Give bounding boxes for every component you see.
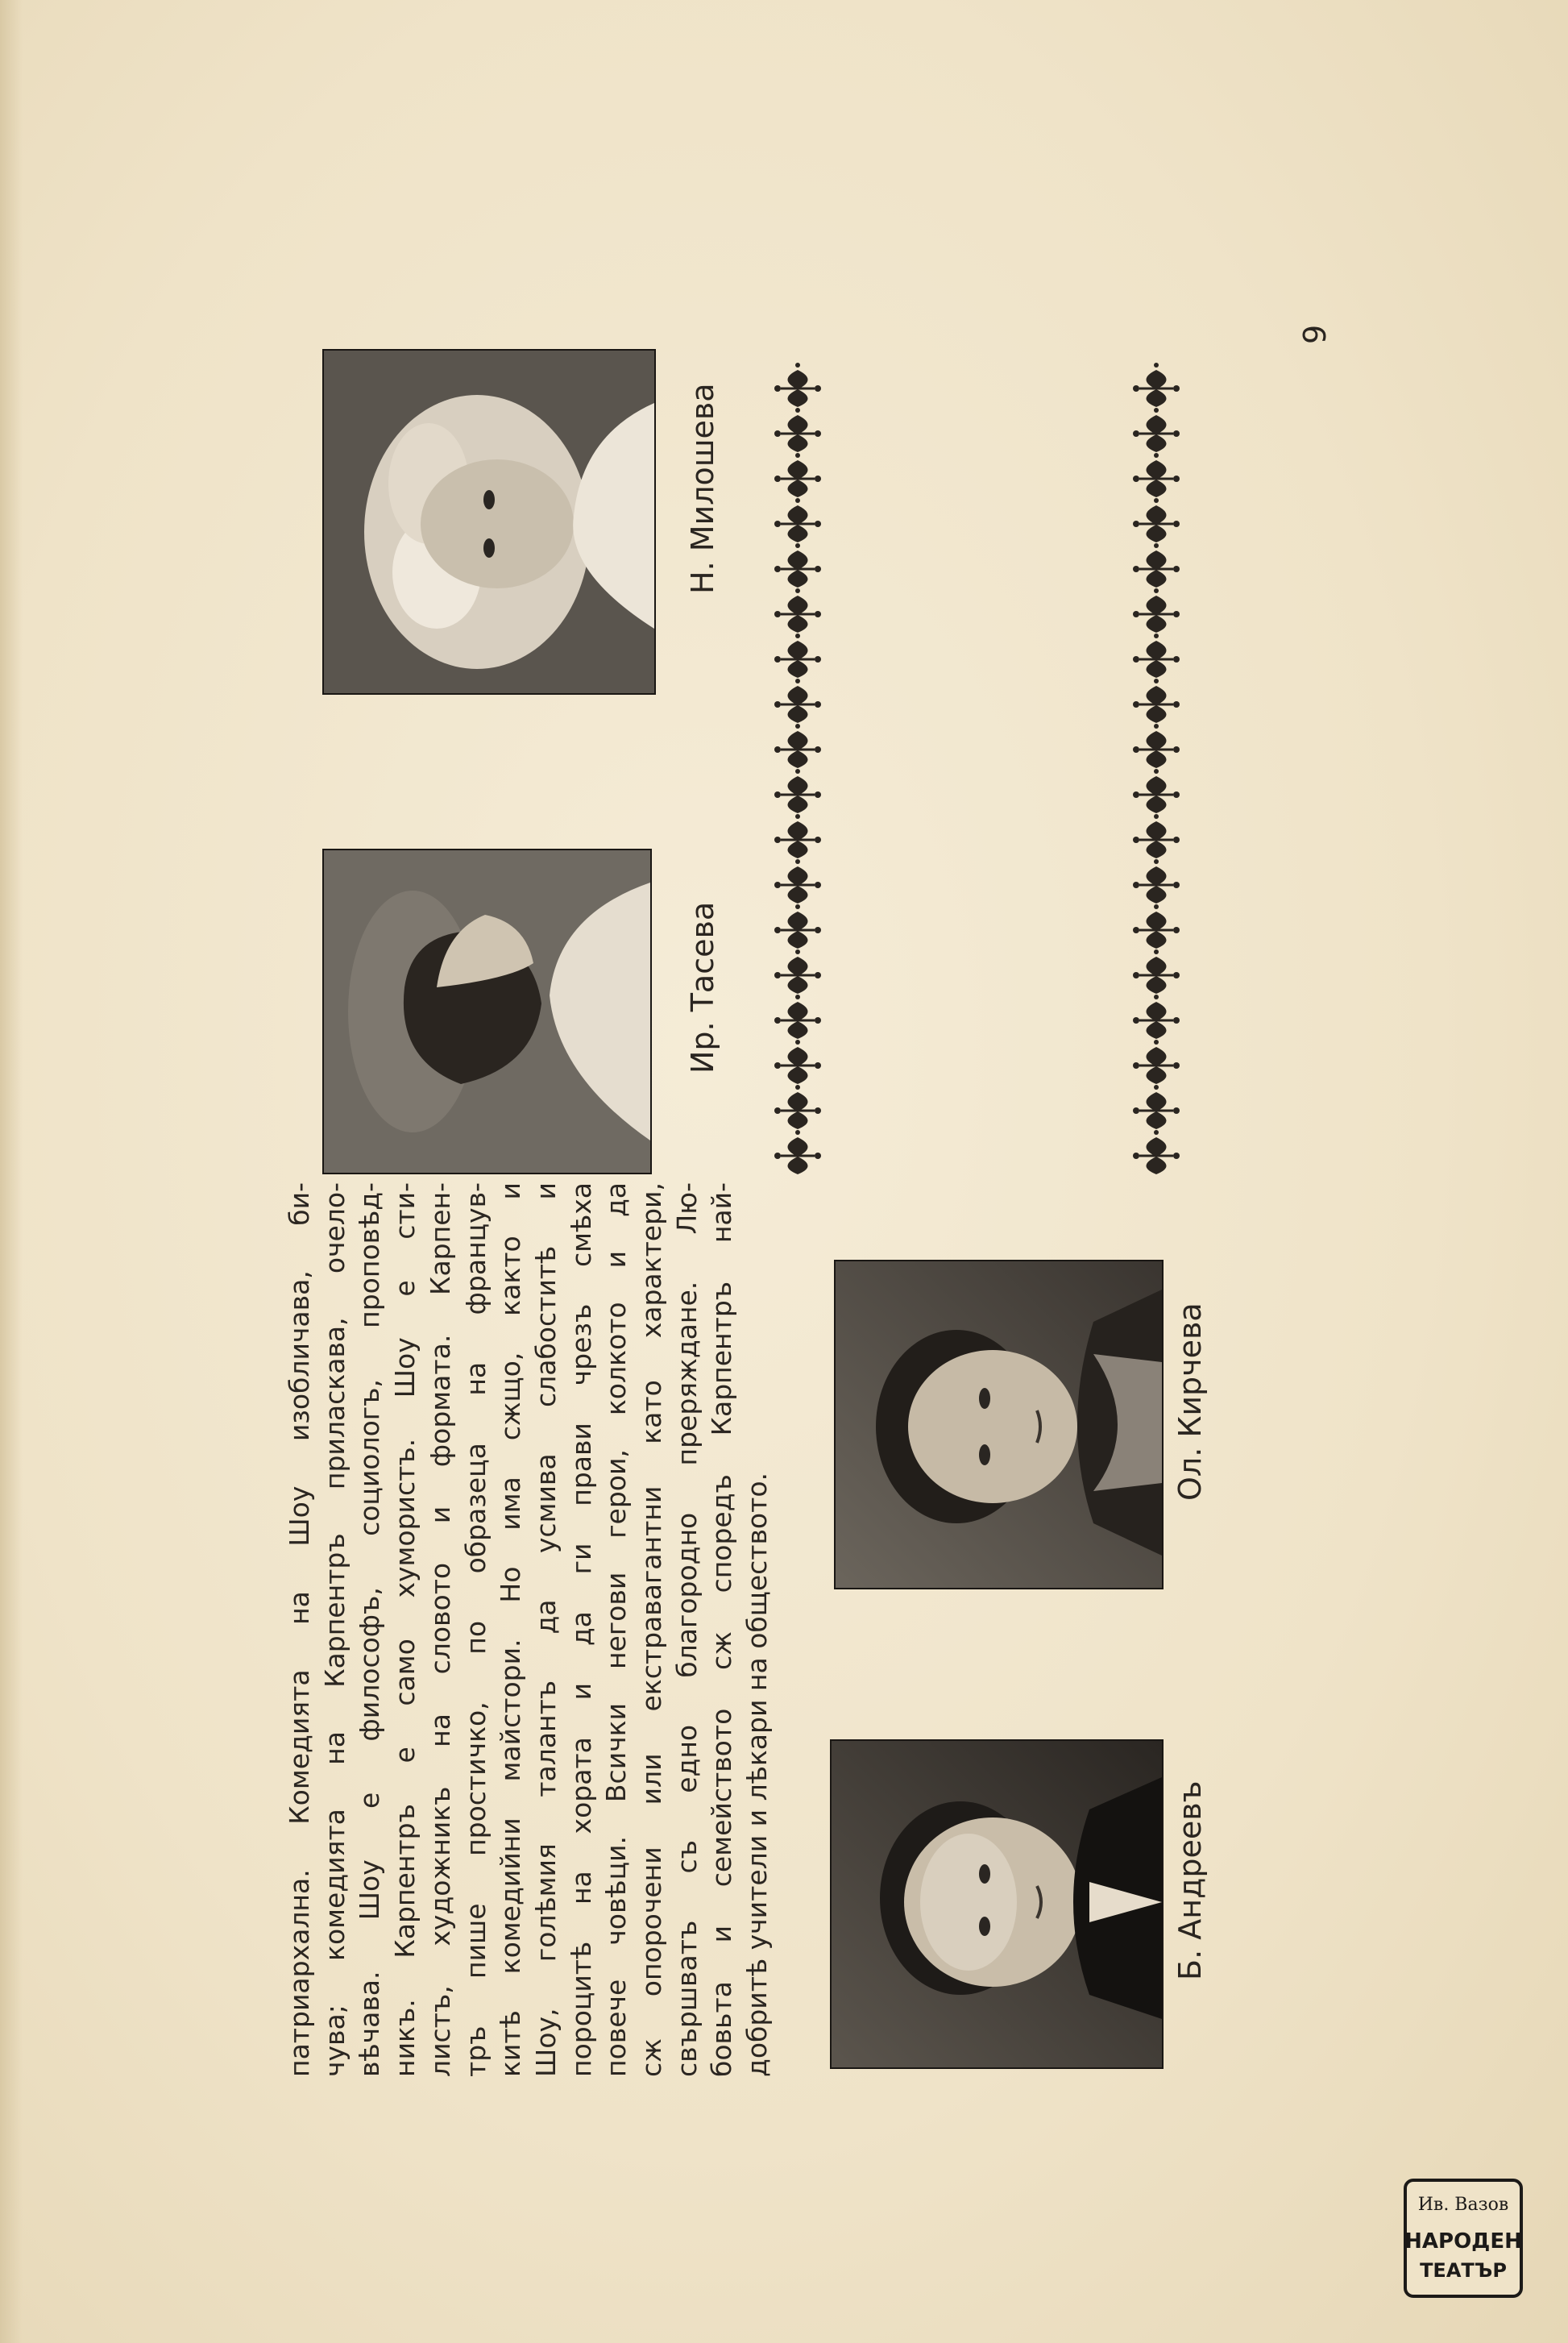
text-line: патриархална. Комедията на Шоу изобличава, би- — [284, 1182, 315, 2077]
portrait-man-icon — [832, 1741, 1162, 2067]
text-line: свършватъ съ едно благородно преряждане. Лю- — [670, 1182, 703, 2077]
caption-taseva: Ир. Тасева — [685, 901, 720, 1074]
stamp-line-1: НАРОДЕН — [1404, 2229, 1522, 2254]
text-line: бовьта и семейството сж споредъ Карпентръ най- — [706, 1182, 738, 2077]
fleur-de-lis-border-icon — [769, 356, 826, 1174]
caption-milosheva: Н. Милошева — [685, 383, 720, 594]
page-number: 9 — [1297, 324, 1333, 344]
portrait-woman-profile-icon — [324, 850, 650, 1173]
photo-andreev — [830, 1739, 1164, 2069]
text-line: китѣ комедийни майстори. Но има сжщо, както и — [495, 1182, 527, 2077]
text-line: вѣчава. Шоу е философъ, социологъ, проповѣд- — [354, 1182, 386, 2077]
caption-kircheva: Ол. Кирчева — [1172, 1302, 1208, 1501]
text-line: никъ. Карпентръ е само хумористъ. Шоу е сти- — [389, 1182, 421, 2077]
stamp-signature: Ив. Вазов — [1417, 2195, 1509, 2215]
caption-andreev: Б. Андреевъ — [1172, 1780, 1208, 1980]
body-text — [282, 1182, 775, 2077]
text-line: повече човѣци. Всички негови герои, колкото и да — [600, 1182, 633, 2077]
photo-taseva — [322, 849, 652, 1174]
portrait-woman-icon — [836, 1261, 1162, 1588]
text-line: пороцитѣ на хората и да ги прави чрезъ смѣха — [565, 1182, 597, 2077]
text-line: добритѣ учители и лѣкари на обществото. — [741, 1472, 774, 2077]
text-line: Шоу, голѣмия талантъ да усмива слабоститѣ и — [529, 1182, 562, 2077]
text-line: чува; комедията на Карпентръ приласкава, очело- — [318, 1182, 351, 2077]
text-line: тръ пише простичко, по образеца на францув- — [459, 1182, 492, 2077]
portrait-woman-curls-icon — [324, 351, 654, 693]
photo-kircheva — [834, 1260, 1164, 1589]
national-theatre-logo-icon — [1399, 2174, 1528, 2303]
stamp-line-2: ТЕАТЪР — [1420, 2259, 1507, 2282]
text-line: листъ, художникъ на словото и формата. Карпен- — [424, 1182, 456, 2077]
text-line: сж опорочени или екстравагантни като характери, — [636, 1182, 668, 2077]
fleur-de-lis-border-icon — [1128, 356, 1184, 1174]
photo-milosheva — [322, 349, 656, 695]
